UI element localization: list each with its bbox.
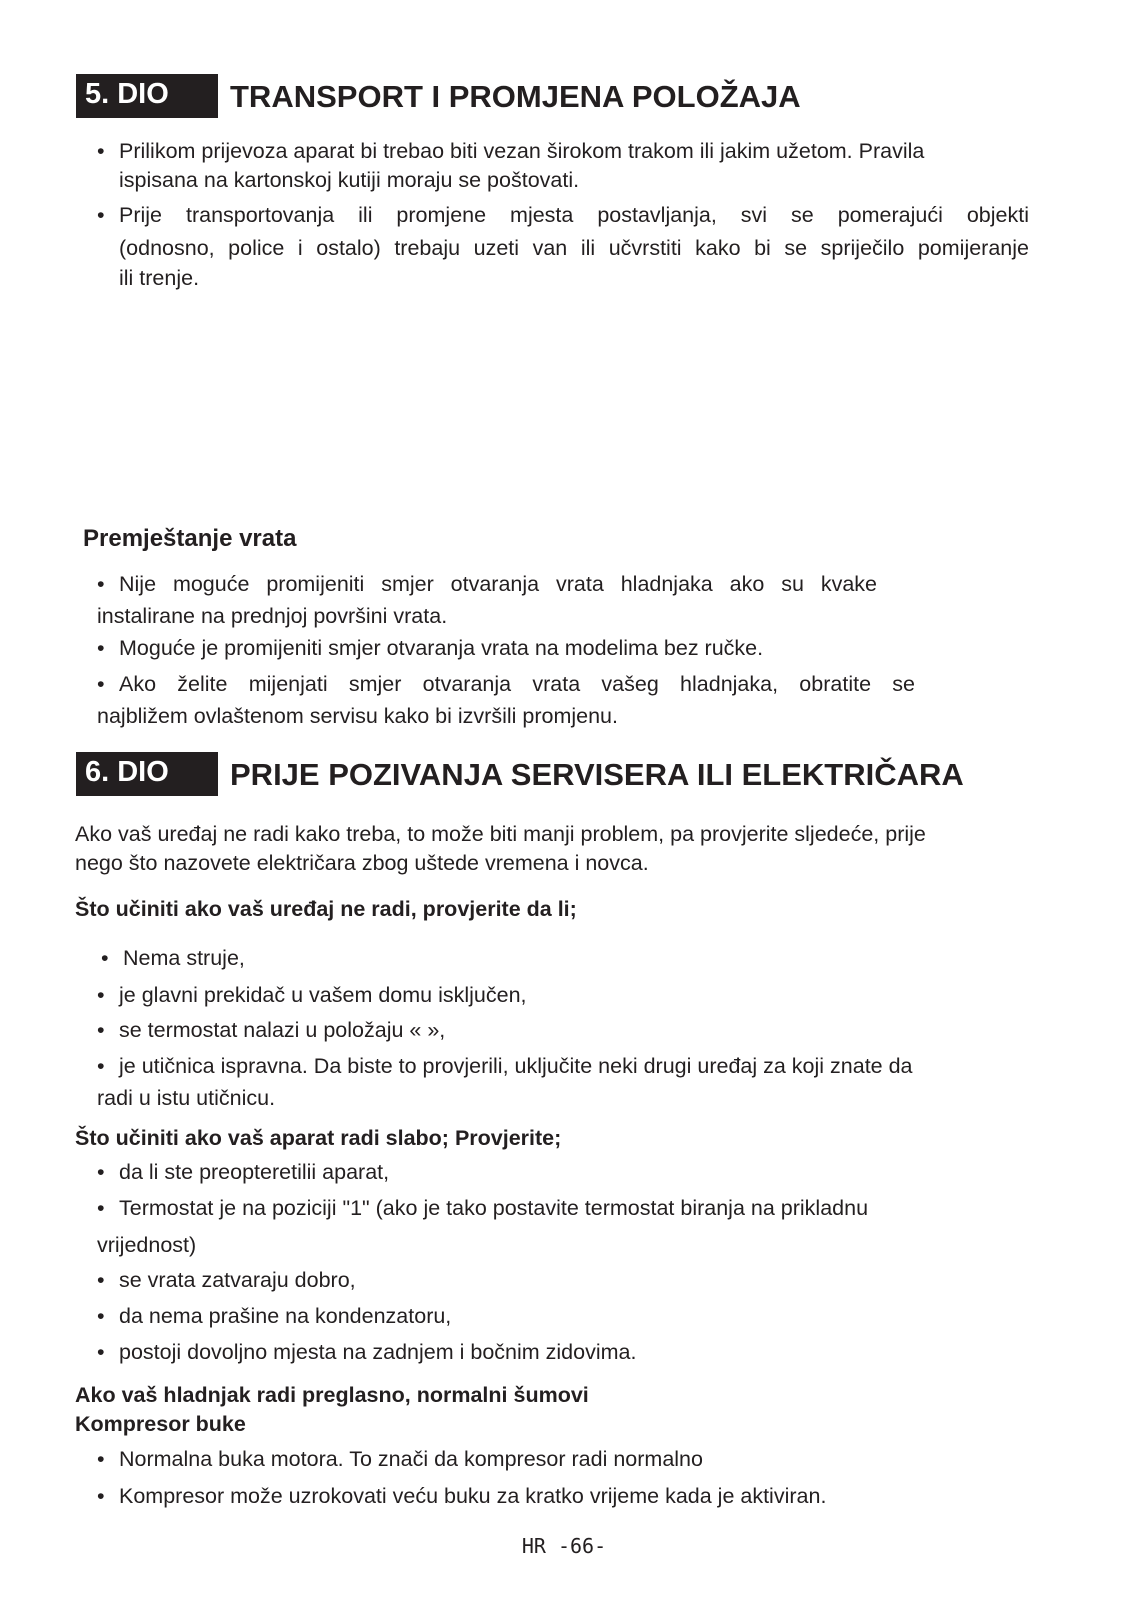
section-6-heading [76,752,964,796]
q3-item-2 [97,1482,826,1511]
q3-item-2-text: Kompresor može uzrokovati veću buku za kratko vrijeme kada je aktiviran. [119,1484,827,1508]
section-6-tag: 6. DIO [76,752,218,796]
bullet-dot: • [97,672,105,696]
q2-item-3 [97,1266,356,1295]
bullet-dot: • [97,1484,105,1508]
q1-item-3 [97,1016,445,1045]
q2-item-1 [97,1158,389,1187]
s5-bullet-2 [97,201,1029,230]
s6-question-3-line-1: Ako vaš hladnjak radi preglasno, normalni šumovi [75,1383,589,1407]
s5-bullet-1-line-1: Prilikom prijevoza aparat bi trebao biti vezan širokom trakom ili jakim užetom. Pravila [119,139,925,163]
q3-item-1-text: Normalna buka motora. To znači da kompresor radi normalno [119,1447,703,1471]
q1-item-3-text: se termostat nalazi u položaju « », [119,1018,446,1042]
s5-bullet-2-line-2 [119,234,1029,263]
s6-intro-line-1: Ako vaš uređaj ne radi kako treba, to može biti manji problem, pa provjerite sljedeće, prije [75,822,926,846]
s5-bullet-2-line-2-text: (odnosno, police i ostalo) trebaju uzeti van ili učvrstiti kako bi se spriječilo pomijeranje [119,236,1029,260]
bullet-dot: • [97,1340,105,1364]
q1-item-4 [97,1052,913,1081]
s5-bullet-2-line-1: Prije transportovanja ili promjene mjesta postavljanja, svi se pomerajući objekti [119,203,1029,227]
q2-item-4 [97,1302,451,1331]
s5-bullet-1-line-2: ispisana na kartonskoj kutiji moraju se poštovati. [119,168,580,192]
doors-bullet-2-text: Moguće je promijeniti smjer otvaranja vrata na modelima bez ručke. [119,636,764,660]
s5-bullet-2-line-3: ili trenje. [119,266,200,290]
bullet-dot: • [97,572,105,596]
q2-item-2 [97,1194,868,1223]
bullet-dot: • [97,1268,105,1292]
q1-item-4-text: je utičnica ispravna. Da biste to provjerili, uključite neki drugi uređaj za koji znate da [119,1054,913,1078]
q1-item-4-line-2: radi u istu utičnicu. [97,1086,276,1110]
bullet-dot: • [101,946,109,970]
doors-bullet-2 [97,634,763,663]
bullet-dot: • [97,1304,105,1328]
q2-item-3-text: se vrata zatvaraju dobro, [119,1268,356,1292]
section-6-title: PRIJE POZIVANJA SERVISERA ILI ELEKTRIČARA [230,757,964,792]
page-number: HR -66- [521,1534,607,1558]
q1-item-2-text: je glavni prekidač u vašem domu isključen, [119,983,527,1007]
s6-question-2: Što učiniti ako vaš aparat radi slabo; Provjerite; [75,1126,562,1150]
bullet-dot: • [97,1160,105,1184]
q2-item-2-line-2: vrijednost) [97,1233,197,1257]
q1-item-1 [101,944,245,973]
q1-item-2 [97,981,527,1010]
q2-item-1-text: da li ste preopteretilii aparat, [119,1160,390,1184]
doors-bullet-1-line-1: Nije moguće promijeniti smjer otvaranja vrata hladnjaka ako su kvake [119,572,877,596]
q2-item-4-text: da nema prašine na kondenzatoru, [119,1304,452,1328]
s6-question-3-line-2: Kompresor buke [75,1412,246,1436]
q2-item-5 [97,1338,636,1367]
s6-question-1: Što učiniti ako vaš uređaj ne radi, provjerite da li; [75,897,577,921]
section-5-heading [76,74,801,118]
bullet-dot: • [97,139,105,163]
bullet-dot: • [97,983,105,1007]
doors-heading: Premještanje vrata [83,525,297,552]
doors-bullet-1 [97,570,877,599]
doors-bullet-3-line-1: Ako želite mijenjati smjer otvaranja vrata vašeg hladnjaka, obratite se [119,672,915,696]
bullet-dot: • [97,636,105,660]
q2-item-5-text: postoji dovoljno mjesta na zadnjem i bočnim zidovima. [119,1340,637,1364]
q1-item-1-text: Nema struje, [123,946,245,970]
q2-item-2-text: Termostat je na poziciji "1" (ako je tako postavite termostat biranja na prikladnu [119,1196,869,1220]
bullet-dot: • [97,1018,105,1042]
s6-intro-line-2: nego što nazovete električara zbog uštede vremena i novca. [75,851,649,875]
doors-bullet-3-line-2: najbližem ovlaštenom servisu kako bi izvršili promjenu. [97,704,618,728]
bullet-dot: • [97,203,105,227]
section-5-tag: 5. DIO [76,74,218,118]
bullet-dot: • [97,1054,105,1078]
section-5-title: TRANSPORT I PROMJENA POLOŽAJA [230,79,801,114]
s5-bullet-1 [97,137,924,166]
doors-bullet-1-line-2: instalirane na prednjoj površini vrata. [97,604,448,628]
q3-item-1 [97,1445,703,1474]
bullet-dot: • [97,1447,105,1471]
doors-bullet-3 [97,670,915,699]
bullet-dot: • [97,1196,105,1220]
